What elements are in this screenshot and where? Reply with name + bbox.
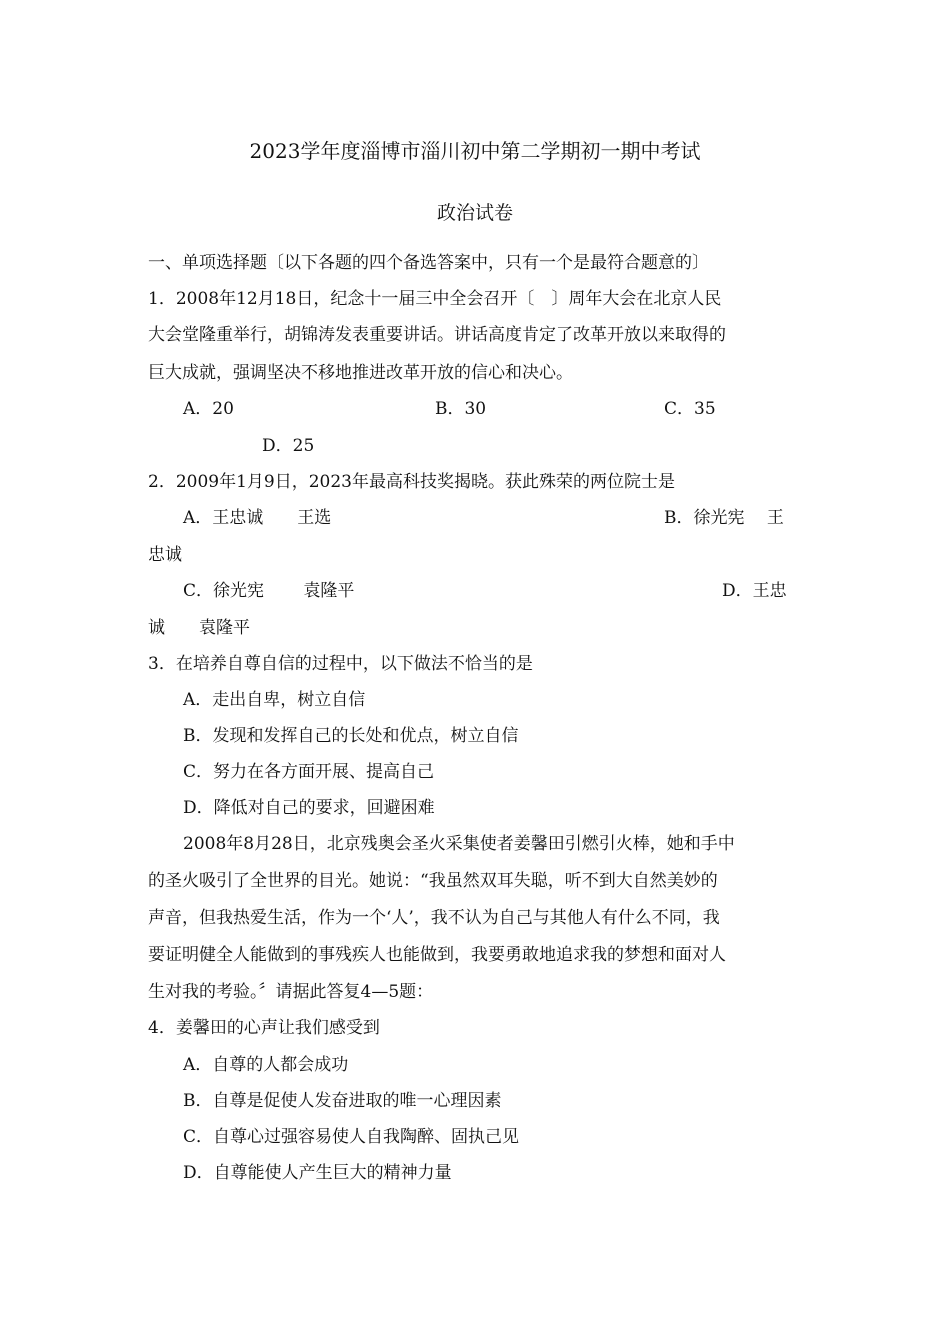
- q1-option-a: A．20: [183, 399, 234, 419]
- q1-option-b: B．30: [435, 399, 487, 419]
- page-title: 2023学年度淄博市淄川初中第二学期初一期中考试: [249, 139, 701, 163]
- q3-option-d: D．降低对自己的要求，回避困难: [183, 798, 435, 818]
- passage-line5: 生对我的考验。〞请据此答复4—5题：: [148, 982, 434, 1002]
- q1-stem-line1: 1．2008年12月18日，纪念十一届三中全会召开〔 〕周年大会在北京人民: [148, 289, 722, 309]
- q2-option-a: A．王忠诚 王选: [183, 508, 332, 528]
- q4-stem: 4．姜馨田的心声让我们感受到: [148, 1018, 380, 1038]
- q2-option-c: C．徐光宪 袁隆平: [183, 581, 355, 601]
- q1-stem-line2: 大会堂隆重举行，胡锦涛发表重要讲话。讲话高度肯定了改革开放以来取得的: [148, 325, 726, 345]
- page-subtitle: 政治试卷: [436, 202, 513, 224]
- q4-option-b: B．自尊是促使人发奋进取的唯一心理因素: [183, 1091, 502, 1111]
- q3-option-b: B．发现和发挥自己的长处和优点，树立自信: [183, 726, 519, 746]
- q4-option-a: A．自尊的人都会成功: [183, 1055, 349, 1075]
- q2-option-d-wrap: 诚 袁隆平: [148, 618, 250, 638]
- passage-line4: 要证明健全人能做到的事残疾人也能做到，我要勇敢地追求我的梦想和面对人: [148, 945, 726, 965]
- q3-stem: 3．在培养自尊自信的过程中，以下做法不恰当的是: [148, 654, 533, 674]
- passage-line1: 2008年8月28日，北京残奥会圣火采集使者姜馨田引燃引火棒，她和手中: [183, 834, 735, 854]
- section-heading: 一、单项选择题〔以下各题的四个备选答案中，只有一个是最符合题意的〕: [148, 253, 709, 273]
- q3-option-a: A．走出自卑，树立自信: [183, 690, 366, 710]
- q3-option-c: C．努力在各方面开展、提高自己: [183, 762, 435, 782]
- passage-line2: 的圣火吸引了全世界的目光。她说：“我虽然双耳失聪，听不到大自然美妙的: [148, 871, 718, 891]
- q1-option-c: C．35: [664, 399, 716, 419]
- q4-option-d: D．自尊能使人产生巨大的精神力量: [183, 1163, 452, 1183]
- q1-stem-line3: 巨大成就，强调坚决不移地推进改革开放的信心和决心。: [148, 363, 573, 383]
- q2-option-d: D．王忠: [722, 581, 787, 601]
- q2-stem: 2．2009年1月9日，2023年最高科技奖揭晓。获此殊荣的两位院士是: [148, 472, 675, 492]
- q2-option-b: B．徐光宪 王: [664, 508, 784, 528]
- q4-option-c: C．自尊心过强容易使人自我陶醉、固执己见: [183, 1127, 520, 1147]
- passage-line3: 声音，但我热爱生活，作为一个‘人’，我不认为自己与其他人有什么不同，我: [148, 908, 720, 928]
- q2-option-b-wrap: 忠诚: [148, 545, 182, 565]
- q1-option-d: D．25: [262, 436, 315, 456]
